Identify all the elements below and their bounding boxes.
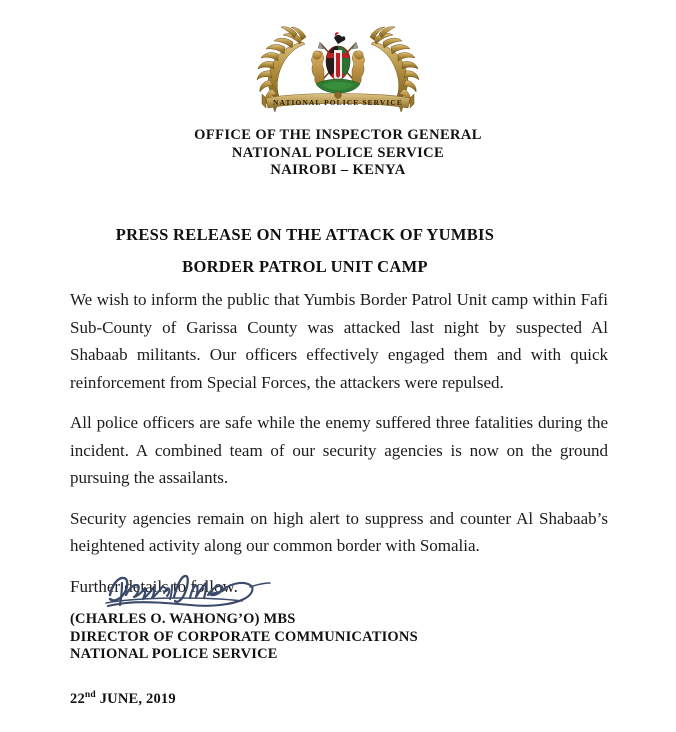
date-day: 22 — [70, 691, 85, 707]
document-body — [70, 286, 608, 613]
letterhead — [0, 127, 676, 180]
signatory-details — [70, 611, 530, 664]
emblem-container — [0, 22, 676, 119]
body-paragraph-4: Further details to follow. — [70, 576, 238, 596]
emblem-banner-text: NATIONAL POLICE SERVICE — [273, 98, 403, 107]
letterhead-line-service: NATIONAL POLICE SERVICE — [231, 144, 445, 161]
lion-left-icon — [312, 51, 325, 86]
signatory-organisation: NATIONAL POLICE SERVICE — [70, 646, 278, 662]
letterhead-line-location: NAIROBI – KENYA — [270, 162, 406, 178]
title-line-1: PRESS RELEASE ON THE ATTACK OF YUMBIS — [115, 225, 495, 244]
date-ordinal: nd — [84, 690, 96, 701]
signatory-title: DIRECTOR OF CORPORATE COMMUNICATIONS — [70, 628, 418, 645]
national-police-service-emblem — [248, 22, 428, 114]
page-title — [0, 219, 610, 283]
signatory-name: (CHARLES O. WAHONG’O) MBS — [70, 611, 296, 627]
date-rest: JUNE, 2019 — [95, 691, 176, 707]
lion-right-icon — [352, 51, 365, 86]
document-date — [70, 691, 176, 708]
handwritten-signature — [98, 565, 298, 613]
body-paragraph-2: All police officers are safe while the enemy suffered three fatalities during the incident. A combined team of our security agencies is now on the ground pursuing the assailants. — [70, 413, 608, 487]
title-line-2: BORDER PATROL UNIT CAMP — [182, 257, 428, 276]
emblem-banner — [262, 92, 414, 108]
kenya-coat-of-arms-icon — [312, 32, 365, 93]
body-paragraph-3: Security agencies remain on high alert to suppress and counter Al Shabaab’s heightened activity along our common border with Somalia. — [70, 508, 608, 555]
letterhead-line-office: OFFICE OF THE INSPECTOR GENERAL — [194, 127, 482, 143]
body-paragraph-1: We wish to inform the public that Yumbis Border Patrol Unit camp within Fafi Sub-County of Garissa County was attacked last night by suspected Al Shabaab militants. Our officers effectively engaged them and with quick reinforcement from Special Forces, the attackers were repulsed. — [70, 290, 608, 392]
signature-block — [70, 565, 530, 664]
